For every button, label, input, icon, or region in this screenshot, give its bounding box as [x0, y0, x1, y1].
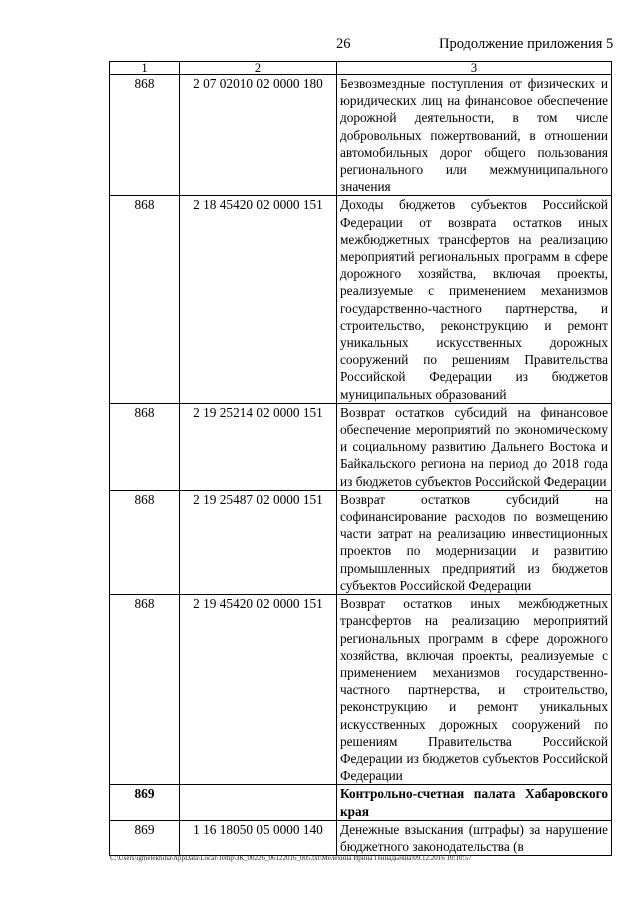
table-row [110, 196, 612, 403]
section-title-cell: Контрольно-счетная палата Хабаровского края [337, 785, 612, 820]
budget-code-cell: 2 07 02010 02 0000 180 [180, 75, 337, 196]
admin-code-cell: 868 [110, 595, 180, 785]
admin-code-cell: 869 [110, 785, 180, 820]
table-row [110, 820, 612, 855]
budget-code-cell: 2 19 45420 02 0000 151 [180, 595, 337, 785]
admin-code-cell: 868 [110, 75, 180, 196]
column-header: 1 [110, 62, 180, 75]
budget-code-cell: 1 16 18050 05 0000 140 [180, 820, 337, 855]
page-number: 26 [336, 36, 351, 52]
admin-code-cell: 868 [110, 403, 180, 490]
table-row [110, 595, 612, 785]
budget-code-cell: 2 19 25214 02 0000 151 [180, 403, 337, 490]
description-cell: Возврат остатков субсидий на софинансирование расходов по возмещению части затрат на реализацию инвестиционных проектов по модернизации и развитию промышленных предприятий из бюджетов субъектов Российской Федерации [337, 490, 612, 594]
admin-code-cell: 869 [110, 820, 180, 855]
description-cell: Возврат остатков иных межбюджетных трансфертов на реализацию мероприятий региональных программ в сфере дорожного хозяйства, включая проекты, реализуемые с применением механизмов государственно-частного партнерства, и строительство, реконструкцию и ремонт уникальных искусственных дорожных сооружений по решениям Правительства Российской Федерации из бюджетов субъектов Российской Федерации [337, 595, 612, 785]
description-cell: Безвозмездные поступления от физических и юридических лиц на финансовое обеспечение дорожной деятельности, в том числе добровольных пожертвований, в отношении автомобильных дорог общего пользования регионального или межмуниципального значения [337, 75, 612, 196]
continuation-label: Продолжение приложения 5 [439, 36, 614, 52]
description-cell: Возврат остатков субсидий на финансовое обеспечение мероприятий по экономическому и социальному развитию Дальнего Востока и Байкальского региона на период до 2018 года из бюджетов субъектов Российской Федерации [337, 403, 612, 490]
file-path-footer: C:\Users\igmelekhina\AppData\Local\Temp\ЗК_00226_06122016_005.txt\Мелехина Ирина Геннадьевна\09.12.2016 10:10:57 [110, 854, 472, 862]
admin-code-cell: 868 [110, 196, 180, 403]
document-table [109, 61, 612, 856]
column-header: 3 [337, 62, 612, 75]
budget-code-cell: 2 19 25487 02 0000 151 [180, 490, 337, 594]
budget-code-cell [180, 785, 337, 820]
column-header: 2 [180, 62, 337, 75]
table-row [110, 75, 612, 196]
description-cell: Доходы бюджетов субъектов Российской Федерации от возврата остатков иных межбюджетных трансфертов на реализацию мероприятий региональных программ в сфере дорожного хозяйства, включая проекты, реализуемые с применением механизмов государственно-частного партнерства, и строительство, реконструкцию и ремонт уникальных искусственных дорожных сооружений по решениям Правительства Российской Федерации из бюджетов муниципальных образований [337, 196, 612, 403]
section-header-row [110, 785, 612, 820]
description-cell: Денежные взыскания (штрафы) за нарушение бюджетного законодательства (в [337, 820, 612, 855]
table-row [110, 490, 612, 594]
table-row [110, 403, 612, 490]
budget-code-cell: 2 18 45420 02 0000 151 [180, 196, 337, 403]
admin-code-cell: 868 [110, 490, 180, 594]
table-header-row [110, 62, 612, 75]
